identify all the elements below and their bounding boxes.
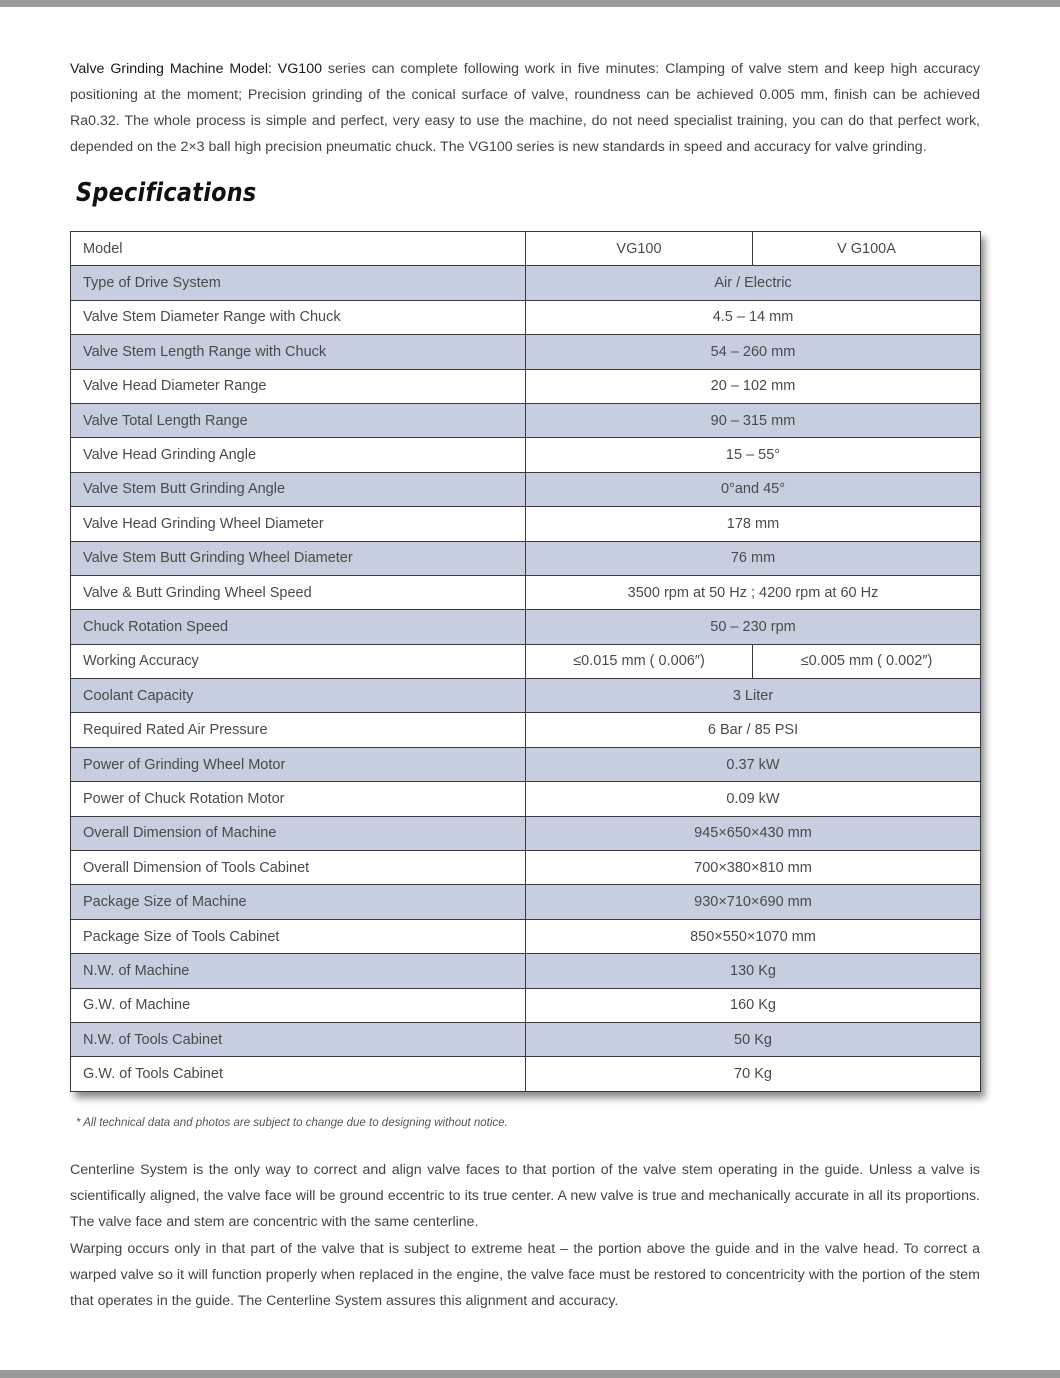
spec-label: Package Size of Machine (71, 885, 526, 919)
spec-value: 178 mm (526, 507, 981, 541)
table-row (71, 403, 981, 437)
spec-label: Valve & Butt Grinding Wheel Speed (71, 575, 526, 609)
technical-data-note: * All technical data and photos are subject to change due to designing without notice. (76, 1117, 508, 1129)
intro-lead: Valve Grinding Machine Model: VG100 (70, 61, 322, 77)
spec-label: Power of Grinding Wheel Motor (71, 747, 526, 781)
spec-label: Valve Total Length Range (71, 403, 526, 437)
table-row (71, 541, 981, 575)
spec-value: 4.5 – 14 mm (526, 300, 981, 334)
centerline-paragraph-2: Warping occurs only in that part of the valve that is subject to extreme heat – the portion above the guide and in the valve head. To correct a warped valve so it will function properly when replaced in the engine, the valve face must be restored to concentricity with the portion of the stem that operates in the guide. The Centerline System assures this alignment and accuracy. (70, 1240, 980, 1310)
spec-value-vg100a: ≤0.005 mm ( 0.002″) (753, 644, 981, 678)
spec-value: 130 Kg (526, 954, 981, 988)
spec-label: Working Accuracy (71, 644, 526, 678)
specifications-table-body (71, 232, 981, 1092)
table-header-row (71, 232, 981, 266)
table-row (71, 679, 981, 713)
spec-value: 70 Kg (526, 1057, 981, 1091)
spec-label: Type of Drive System (71, 266, 526, 300)
spec-label: Valve Head Diameter Range (71, 369, 526, 403)
intro-text: series can complete following work in five minutes: Clamping of valve stem and keep high accuracy positioning at the moment; Precision grinding of the conical surface of valve, roundness can be achieved 0.005 mm, finish can be achieved Ra0.32. The whole process is simple and perfect, very easy to use the machine, do not need specialist training, you can do that perfect work, depended on the 2×3 ball high precision pneumatic chuck. The VG100 series is new standards in speed and accuracy for valve grinding. (70, 61, 980, 155)
spec-label: Valve Head Grinding Wheel Diameter (71, 507, 526, 541)
spec-value: 160 Kg (526, 988, 981, 1022)
specifications-heading: Specifications (76, 178, 257, 208)
specifications-table (70, 231, 981, 1092)
spec-value: 945×650×430 mm (526, 816, 981, 850)
spec-value: 20 – 102 mm (526, 369, 981, 403)
table-row (71, 782, 981, 816)
spec-value-vg100: ≤0.015 mm ( 0.006″) (526, 644, 753, 678)
spec-value: 6 Bar / 85 PSI (526, 713, 981, 747)
header-model-label: Model (71, 232, 526, 266)
table-row (71, 266, 981, 300)
table-row (71, 1057, 981, 1091)
table-row (71, 369, 981, 403)
table-row (71, 575, 981, 609)
specifications-table-container (70, 231, 980, 1092)
spec-value: 90 – 315 mm (526, 403, 981, 437)
spec-value: 50 – 230 rpm (526, 610, 981, 644)
spec-value: 50 Kg (526, 1022, 981, 1056)
spec-value: Air / Electric (526, 266, 981, 300)
spec-label: Overall Dimension of Tools Cabinet (71, 851, 526, 885)
spec-value: 76 mm (526, 541, 981, 575)
spec-label: G.W. of Tools Cabinet (71, 1057, 526, 1091)
table-row (71, 885, 981, 919)
spec-label: Package Size of Tools Cabinet (71, 919, 526, 953)
spec-label: Valve Stem Butt Grinding Wheel Diameter (71, 541, 526, 575)
spec-value: 0°and 45° (526, 472, 981, 506)
intro-paragraph (70, 56, 980, 160)
header-model-vg100a: V G100A (753, 232, 981, 266)
top-border-bar (0, 0, 1060, 7)
spec-label: Power of Chuck Rotation Motor (71, 782, 526, 816)
spec-label: Chuck Rotation Speed (71, 610, 526, 644)
table-row (71, 816, 981, 850)
table-row (71, 300, 981, 334)
centerline-section (70, 1157, 980, 1314)
table-row (71, 954, 981, 988)
spec-value: 54 – 260 mm (526, 335, 981, 369)
table-row (71, 1022, 981, 1056)
table-row (71, 610, 981, 644)
spec-label: Required Rated Air Pressure (71, 713, 526, 747)
spec-value: 3 Liter (526, 679, 981, 713)
table-row (71, 851, 981, 885)
header-model-vg100: VG100 (526, 232, 753, 266)
spec-label: Valve Stem Length Range with Chuck (71, 335, 526, 369)
table-row (71, 507, 981, 541)
spec-value: 930×710×690 mm (526, 885, 981, 919)
bottom-border-bar (0, 1370, 1060, 1378)
table-row (71, 747, 981, 781)
spec-value: 700×380×810 mm (526, 851, 981, 885)
spec-value: 15 – 55° (526, 438, 981, 472)
spec-value: 0.09 kW (526, 782, 981, 816)
spec-label: N.W. of Machine (71, 954, 526, 988)
spec-label: Valve Stem Butt Grinding Angle (71, 472, 526, 506)
table-row (71, 438, 981, 472)
table-row (71, 335, 981, 369)
spec-value: 850×550×1070 mm (526, 919, 981, 953)
table-row (71, 472, 981, 506)
spec-label: Valve Head Grinding Angle (71, 438, 526, 472)
spec-value: 0.37 kW (526, 747, 981, 781)
spec-label: Coolant Capacity (71, 679, 526, 713)
table-row (71, 713, 981, 747)
table-row (71, 988, 981, 1022)
spec-label: Valve Stem Diameter Range with Chuck (71, 300, 526, 334)
spec-label: Overall Dimension of Machine (71, 816, 526, 850)
table-row (71, 919, 981, 953)
spec-label: G.W. of Machine (71, 988, 526, 1022)
table-row (71, 644, 981, 678)
spec-label: N.W. of Tools Cabinet (71, 1022, 526, 1056)
spec-value: 3500 rpm at 50 Hz ; 4200 rpm at 60 Hz (526, 575, 981, 609)
centerline-paragraph-1: Centerline System is the only way to correct and align valve faces to that portion of the valve stem operating in the guide. Unless a valve is scientifically aligned, the valve face will be ground eccentric to its true center. A new valve is true and mechanically accurate in all its proportions. The valve face and stem are concentric with the same centerline. (70, 1162, 980, 1231)
